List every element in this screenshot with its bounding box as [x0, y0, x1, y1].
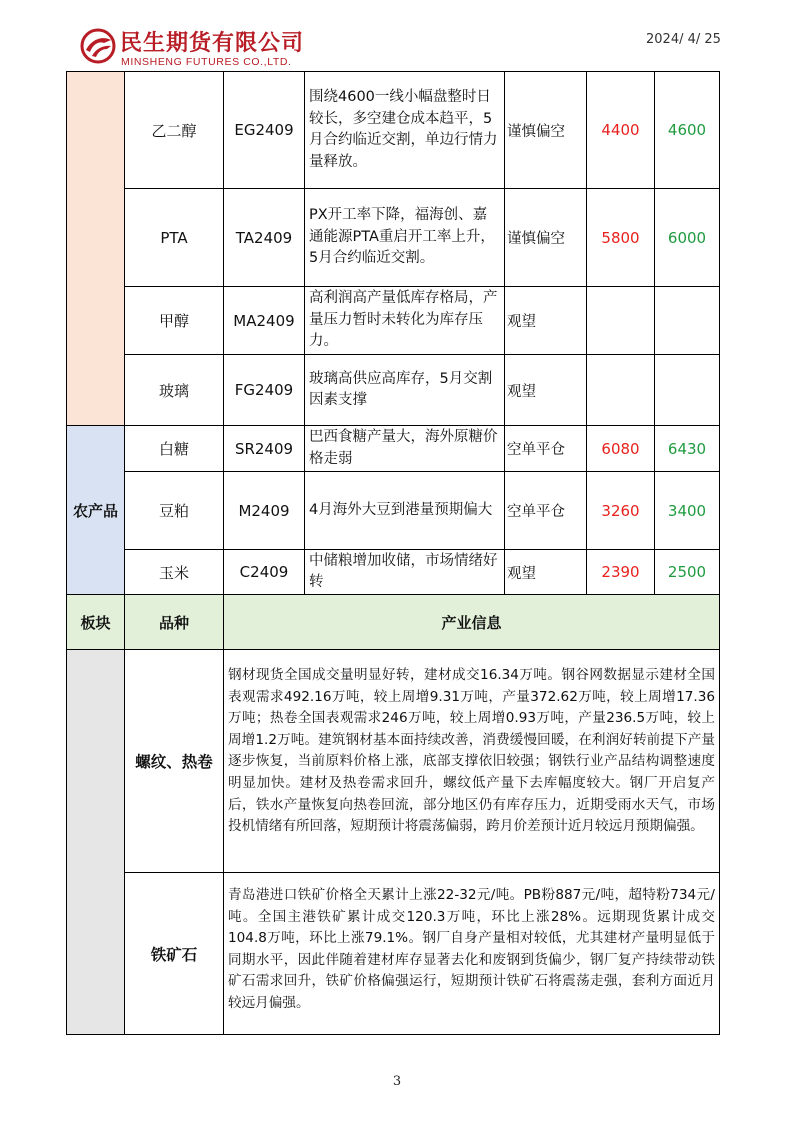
strategy-view: 观望: [505, 287, 587, 355]
info-row: [67, 873, 720, 1035]
price-high: 6000: [655, 189, 720, 287]
logic-text: 玻璃高供应高库存，5月交割因素支撑: [305, 355, 505, 426]
strategy-view: 空单平仓: [505, 426, 587, 472]
page-number: 3: [392, 1074, 402, 1089]
sector-cell-black: [67, 650, 125, 1035]
table-row: [67, 287, 720, 355]
price-high: 6430: [655, 426, 720, 472]
contract-code: MA2409: [224, 287, 305, 355]
variety-name: 白糖: [125, 426, 224, 472]
price-high: 2500: [655, 550, 720, 595]
info-header-row: [67, 595, 720, 650]
info-text: 钢材现货全国成交量明显好转，建材成交16.34万吨。钢谷网数据显示建材全国表观需求492.16万吨，较上周增9.31万吨，产量372.62万吨，较上周增17.36万吨；热卷全国表观需求246万吨，较上周增0.93万吨，产量236.5万吨，较上周增1.2万吨。建筑钢材基本面持续改善，消费缓慢回暖，在利润好转前提下产量逐步恢复，当前原料价格上涨，底部支撑依旧较强；钢铁行业产品结构调整速度明显加快。建材及热卷需求回升，螺纹低产量下去库幅度较大。钢厂开启复产后，铁水产量恢复向热卷回流，部分地区仍有库存压力，近期受雨水天气，市场投机情绪有所回落，短期预计将震荡偏弱，跨月价差预计近月较远月预期偏强。: [224, 650, 720, 873]
contract-code: TA2409: [224, 189, 305, 287]
price-high: [655, 355, 720, 426]
minsheng-logo-icon: [80, 28, 116, 64]
info-row: [67, 650, 720, 873]
table-row: [67, 426, 720, 472]
variety-name: 玻璃: [125, 355, 224, 426]
table-row: [67, 550, 720, 595]
price-low: 4400: [587, 72, 655, 189]
strategy-view: 观望: [505, 550, 587, 595]
table-row: [67, 472, 720, 550]
strategy-view: 谨慎偏空: [505, 72, 587, 189]
info-text: 青岛港进口铁矿价格全天累计上涨22-32元/吨。PB粉887元/吨，超特粉734元/吨。全国主港铁矿累计成交120.3万吨，环比上涨28%。远期现货累计成交104.8万吨，环比上涨79.1%。钢厂自身产量相对较低，尤其建材产量明显低于同期水平，因此伴随着建材库存显著去化和废钢到货偏少，钢厂复产持续带动铁矿石需求回升，铁矿价格偏强运行，短期预计铁矿石将震荡走强，套利方面近月较远月偏强。: [224, 873, 720, 1035]
price-low: 5800: [587, 189, 655, 287]
report-date: 2024/ 4/ 25: [646, 32, 721, 47]
variety-name: 豆粕: [125, 472, 224, 550]
price-low: 3260: [587, 472, 655, 550]
info-variety-name: 铁矿石: [125, 873, 224, 1035]
variety-name: PTA: [125, 189, 224, 287]
price-high: [655, 287, 720, 355]
price-low: 6080: [587, 426, 655, 472]
logic-text: 巴西食糖产量大，海外原糖价格走弱: [305, 426, 505, 472]
header-sector: 板块: [67, 595, 125, 650]
table-row: [67, 355, 720, 426]
company-name-cn: 民生期货有限公司: [120, 31, 305, 56]
sector-cell-agriculture: 农产品: [67, 426, 125, 595]
company-name-en: MINSHENG FUTURES CO.,LTD.: [121, 56, 292, 68]
sector-cell-chemical: [67, 72, 125, 426]
logic-text: PX开工率下降，福海创、嘉通能源PTA重启开工率上升，5月合约临近交割。: [305, 189, 505, 287]
page-header: [0, 0, 794, 72]
info-variety-name: 螺纹、热卷: [125, 650, 224, 873]
header-info: 产业信息: [224, 595, 720, 650]
variety-name: 乙二醇: [125, 72, 224, 189]
contract-code: C2409: [224, 550, 305, 595]
logic-text: 高利润高产量低库存格局，产量压力暂时未转化为库存压力。: [305, 287, 505, 355]
contract-code: FG2409: [224, 355, 305, 426]
header-variety: 品种: [125, 595, 224, 650]
table-row: [67, 189, 720, 287]
contract-code: EG2409: [224, 72, 305, 189]
price-low: [587, 287, 655, 355]
strategy-view: 谨慎偏空: [505, 189, 587, 287]
variety-name: 玉米: [125, 550, 224, 595]
strategy-view: 观望: [505, 355, 587, 426]
price-high: 3400: [655, 472, 720, 550]
futures-table: [66, 71, 720, 1035]
price-low: 2390: [587, 550, 655, 595]
price-high: 4600: [655, 72, 720, 189]
logic-text: 围绕4600一线小幅盘整时日较长，多空建仓成本趋平，5月合约临近交割，单边行情力量释放。: [305, 72, 505, 189]
price-low: [587, 355, 655, 426]
strategy-view: 空单平仓: [505, 472, 587, 550]
logic-text: 4月海外大豆到港量预期偏大: [305, 472, 505, 550]
contract-code: SR2409: [224, 426, 305, 472]
variety-name: 甲醇: [125, 287, 224, 355]
table-row: [67, 72, 720, 189]
contract-code: M2409: [224, 472, 305, 550]
logic-text: 中储粮增加收储，市场情绪好转: [305, 550, 505, 595]
